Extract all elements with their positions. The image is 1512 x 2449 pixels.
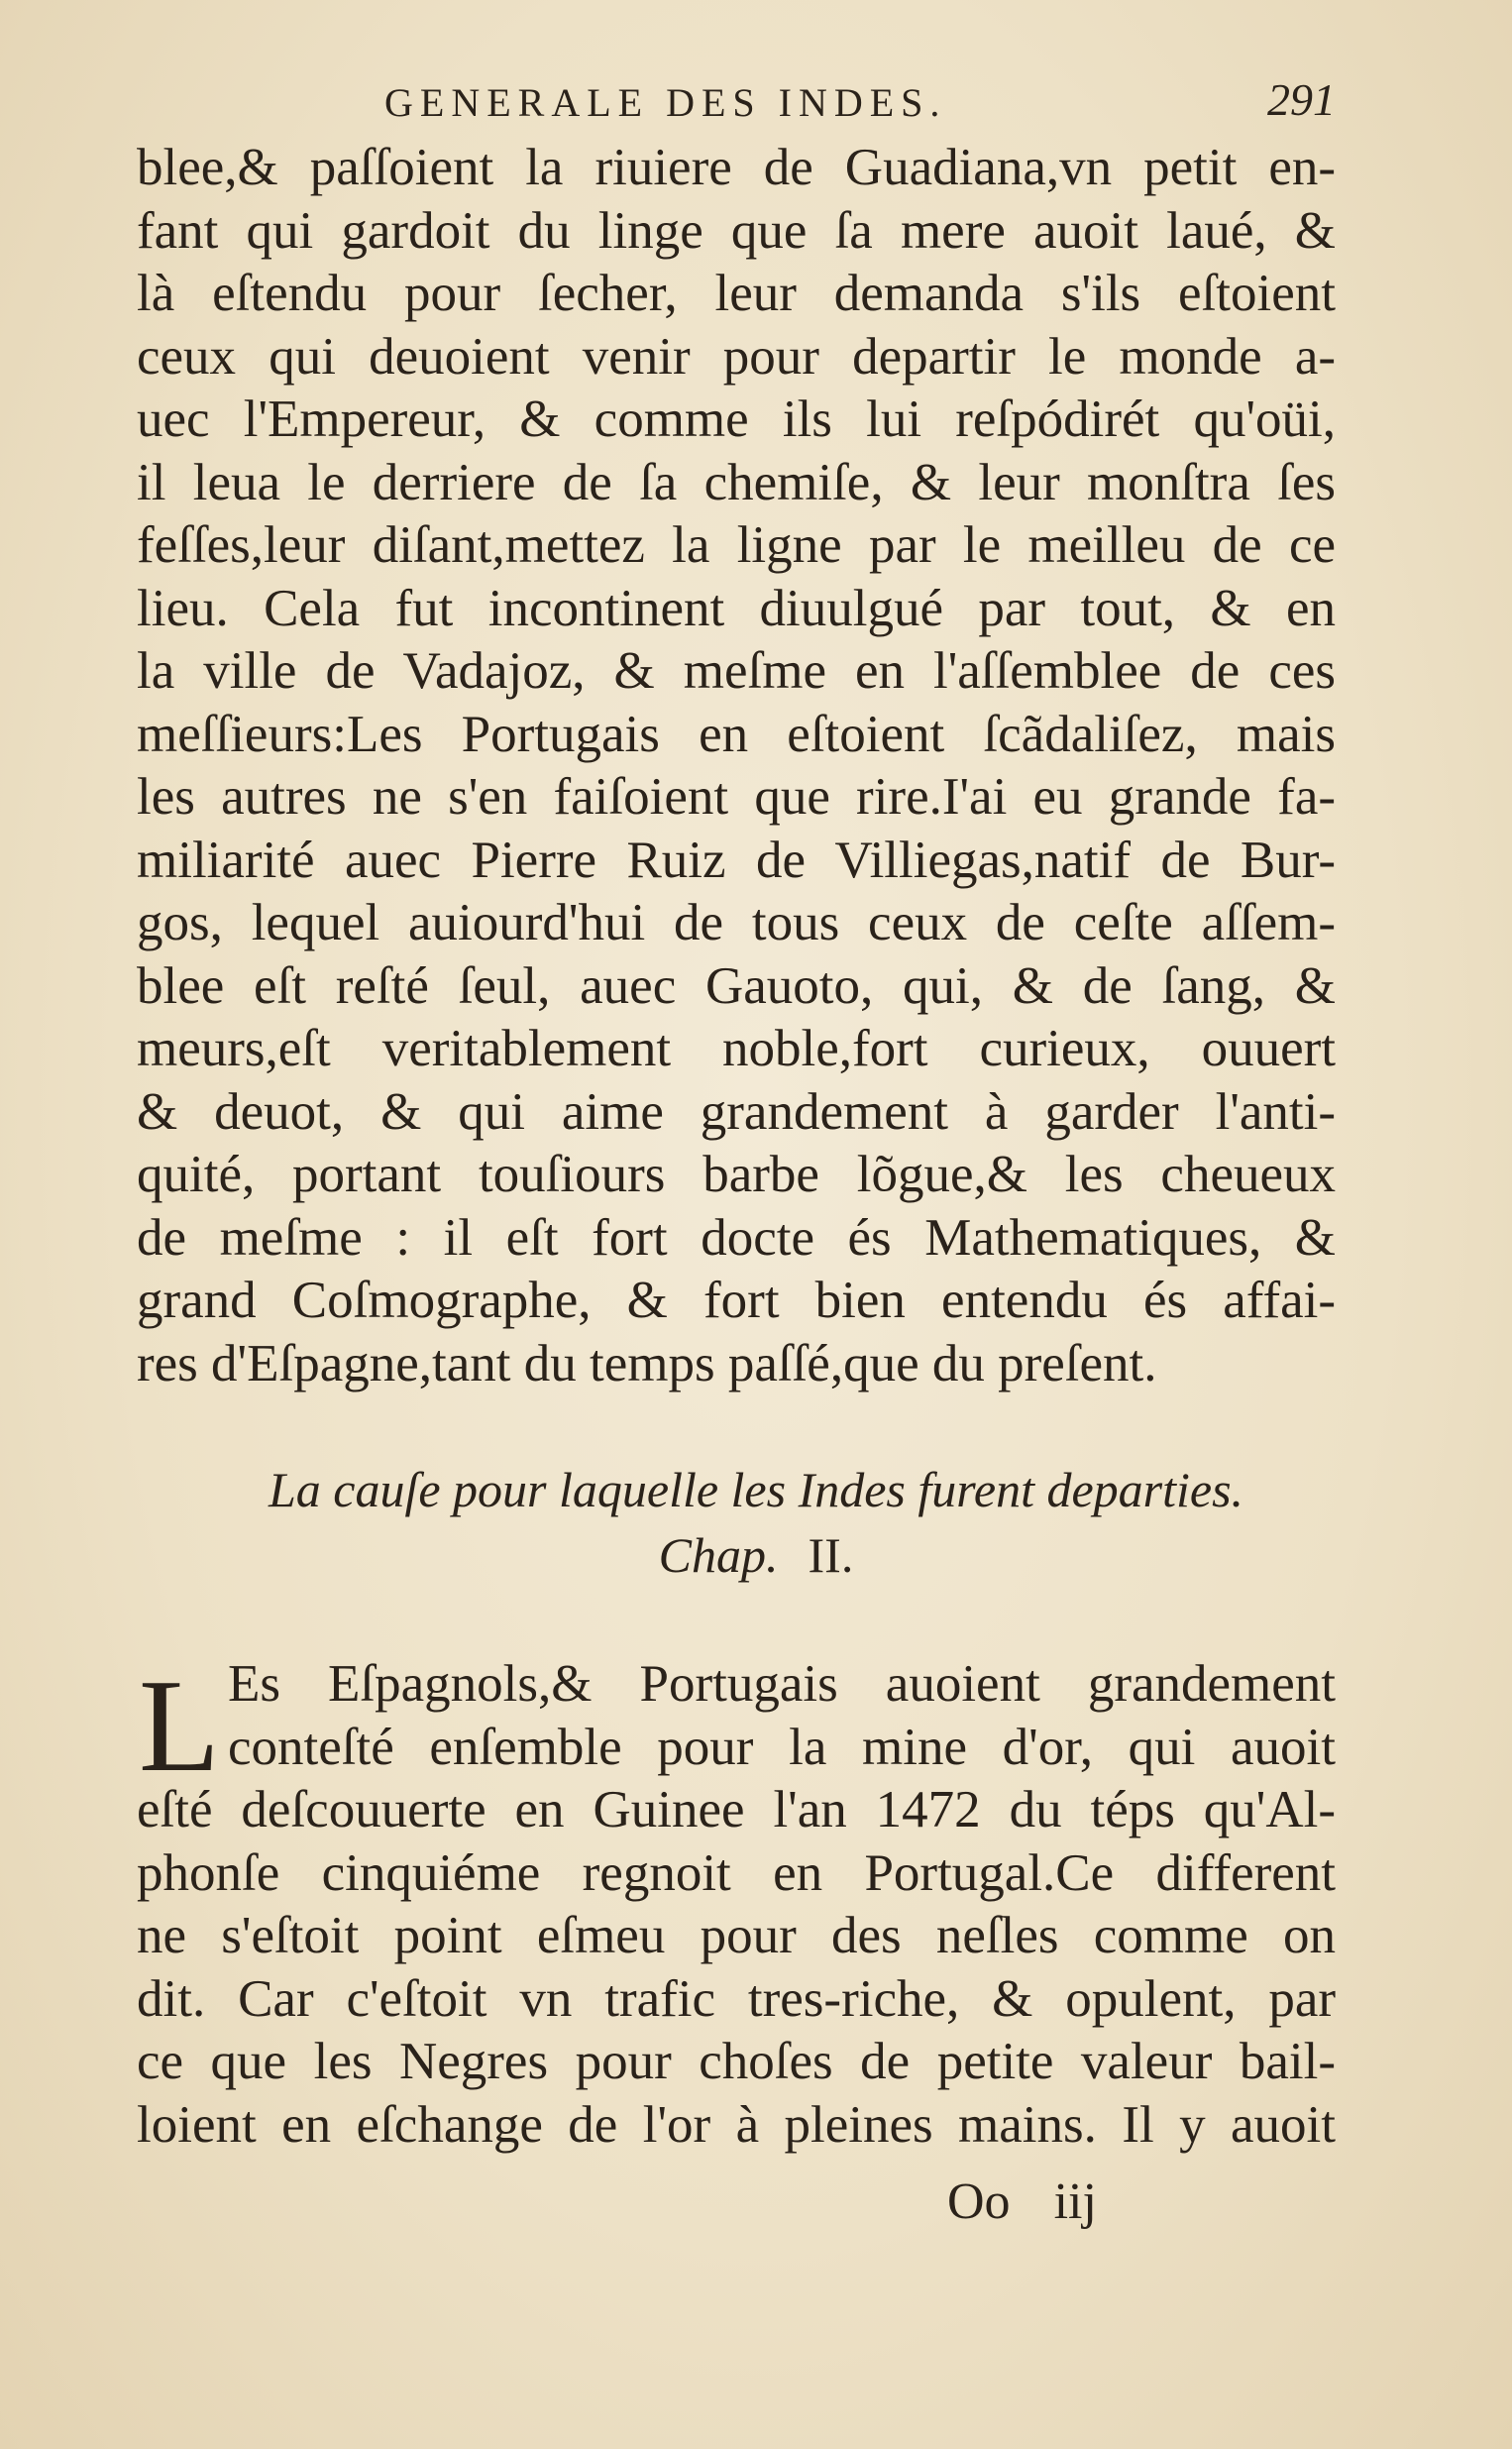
text-line: eſté deſcouuerte en Guinee l'an 1472 du téps qu'Al-: [137, 1781, 1336, 1838]
text-line: loient en eſchange de l'or à pleines mains. Il y auoit: [137, 2095, 1336, 2154]
signature-number: iij: [1053, 2173, 1097, 2230]
text-line: lieu. Cela fut incontinent diuulgué par tout, & en: [137, 579, 1336, 637]
text-line: gos, lequel auiourd'hui de tous ceux de ceſte aſſem-: [137, 894, 1336, 951]
text-line: fant qui gardoit du linge que ſa mere auoit laué, &: [137, 201, 1336, 260]
text-line: blee eſt reſté ſeul, auec Gauoto, qui, & de ſang, &: [137, 956, 1336, 1015]
text-line: miliarité auec Pierre Ruiz de Villiegas,natif de Bur-: [137, 831, 1336, 889]
chapter-heading: [137, 1457, 1375, 1588]
text-line: phonſe cinquiéme regnoit en Portugal.Ce different: [137, 1843, 1336, 1902]
text-line: res d'Eſpagne,tant du temps paſſé,que du preſent.: [137, 1334, 1157, 1392]
text-line: dit. Car c'eſtoit vn trafic tres-riche, & opulent, par: [137, 1969, 1336, 2028]
chapter-label: Chap.: [658, 1527, 779, 1583]
signature-mark: [947, 2172, 1097, 2231]
chapter-title: La cauſe pour laquelle les Indes furent departies.: [268, 1462, 1244, 1517]
chapter-number-line: [137, 1522, 1375, 1588]
text-line: meſſieurs:Les Portugais en eſtoient ſcãdaliſez, mais: [137, 705, 1336, 763]
page-number: 291: [1267, 74, 1336, 125]
text-line: la ville de Vadajoz, & meſme en l'aſſemblee de ces: [137, 642, 1336, 700]
text-line: uec l'Empereur, & comme ils lui reſpódirét qu'oüi,: [137, 390, 1336, 448]
text-line: grand Coſmographe, & fort bien entendu és affai-: [137, 1272, 1336, 1329]
text-line: là eſtendu pour ſecher, leur demanda s'ils eſtoient: [137, 265, 1336, 322]
text-line: ceux qui deuoient venir pour departir le monde a-: [137, 327, 1336, 386]
text-line: & deuot, & qui aime grandement à garder l'anti-: [137, 1082, 1336, 1141]
text-line: il leua le derriere de ſa chemiſe, & leur monſtra ſes: [137, 453, 1336, 511]
text-block-2: [137, 1653, 1336, 2157]
text-line: meurs,eſt veritablement noble,fort curieux, ouuert: [137, 1020, 1336, 1077]
drop-cap: L: [139, 1652, 220, 1799]
text-line: ce que les Negres pour choſes de petite valeur bail-: [137, 2033, 1336, 2090]
text-block-1: [137, 137, 1336, 1395]
text-line: conteſté enſemble pour la mine d'or, qui auoit: [228, 1718, 1336, 1776]
signature-letters: Oo: [947, 2173, 1011, 2230]
page-header: [384, 74, 1336, 137]
text-line: feſſes,leur diſant,mettez la ligne par le meilleu de ce: [137, 516, 1336, 574]
running-title: GENERALE DES INDES.: [384, 80, 947, 125]
text-line: ne s'eſtoit point eſmeu pour des neſles comme on: [137, 1907, 1336, 1964]
text-line: quité, portant touſiours barbe lõgue,& les cheueux: [137, 1146, 1336, 1203]
text-line: les autres ne s'en faiſoient que rire.I'ai eu grande fa-: [137, 768, 1336, 826]
chapter-number: II.: [808, 1527, 854, 1583]
text-line: blee,& paſſoient la riuiere de Guadiana,vn petit en-: [137, 139, 1336, 196]
text-line: Es Eſpagnols,& Portugais auoient grandement: [228, 1655, 1336, 1713]
text-line: de meſme : il eſt fort docte és Mathematiques, &: [137, 1208, 1336, 1267]
